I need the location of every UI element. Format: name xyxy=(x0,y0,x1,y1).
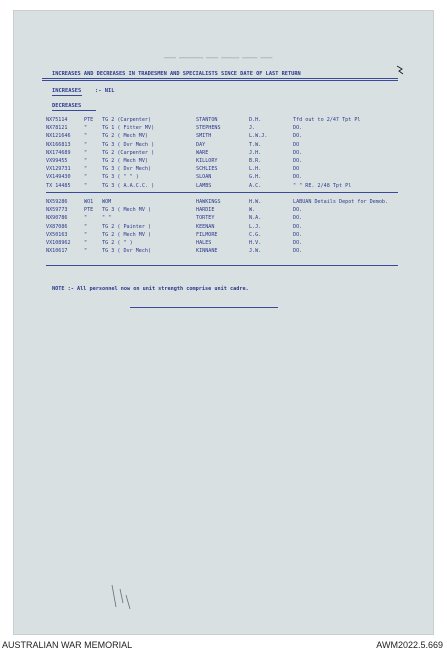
initials-cell: J.H. xyxy=(249,149,262,156)
service-number-cell: NX59286 xyxy=(46,199,68,205)
initials-cell: C.G. xyxy=(249,231,262,238)
surname-cell: HAWKINGS xyxy=(196,199,221,205)
remark-cell: DO. xyxy=(293,207,303,214)
initials-cell: G.H. xyxy=(249,174,262,181)
document-title: INCREASES AND DECREASES IN TRADESMEN AND SPECIALISTS SINCE DATE OF LAST RETURN xyxy=(52,71,301,77)
service-number-cell: VX129731 xyxy=(46,166,71,173)
pencil-scribble-icon xyxy=(108,583,138,611)
rank-cell: PTE xyxy=(84,117,94,123)
initials-cell: J. xyxy=(249,125,256,132)
service-number-cell: NX174689 xyxy=(46,149,71,156)
trade-group-cell: TG 2 ( Painter ) xyxy=(102,223,152,230)
trade-group-cell: TG 3 ( Dvr Mech) xyxy=(102,248,152,255)
remark-cell: LABUAN Details Depot for Demob. xyxy=(293,199,389,205)
surname-cell: SMITH xyxy=(196,133,212,140)
bleed-through-text: ▬▬▬▬ ▬▬▬▬▬▬▬▬ ▬▬▬▬ ▬▬▬▬▬▬ ▬▬▬▬▬ ▬▬▬▬ xyxy=(164,55,273,61)
initials-cell: H.W. xyxy=(249,199,262,205)
remark-cell: DO. xyxy=(293,149,303,156)
remark-cell: Tfd out to 2/47 Tpt Pl xyxy=(293,117,361,123)
surname-cell: STANTON xyxy=(196,117,218,123)
table-row xyxy=(46,117,396,124)
signature-line xyxy=(130,307,278,308)
trade-group-cell: WOM xyxy=(102,199,112,205)
surname-cell: LAMBS xyxy=(196,182,212,189)
table-row xyxy=(46,142,396,149)
pencil-mark-icon xyxy=(396,65,404,75)
rank-cell: " xyxy=(84,182,88,189)
table-row xyxy=(46,150,396,157)
initials-cell: H.V. xyxy=(249,240,262,246)
trade-group-cell: TG 2 ( Mech MV) xyxy=(102,158,149,164)
group2-end-rule xyxy=(46,265,398,266)
surname-cell: STEPHENS xyxy=(196,125,221,132)
initials-cell: J.W. xyxy=(249,248,262,255)
service-number-cell: NX78121 xyxy=(46,125,68,132)
initials-cell: T.W. xyxy=(249,141,262,148)
trade-group-cell: TG 3 ( Dvr Mech ) xyxy=(102,141,155,148)
remark-cell: DO. xyxy=(293,215,303,222)
initials-cell: L.H. xyxy=(249,166,262,173)
remark-cell: DO. xyxy=(293,248,303,255)
service-number-cell: VX108962 xyxy=(46,240,71,246)
initials-cell: L.J. xyxy=(249,223,262,230)
remark-cell: DO. xyxy=(293,174,303,181)
table-row xyxy=(46,183,396,190)
rank-cell: " xyxy=(84,223,88,230)
remark-cell: DO xyxy=(293,141,300,148)
rank-cell: " xyxy=(84,240,88,246)
service-number-cell: VX149430 xyxy=(46,174,71,181)
table-row xyxy=(46,207,396,214)
decreases-label: DECREASES xyxy=(52,103,82,109)
remark-cell: DO xyxy=(293,166,300,173)
increases-underline xyxy=(52,95,82,96)
rank-cell: " xyxy=(84,141,88,148)
trade-group-cell: TG 3 ( Mech MV ) xyxy=(102,207,152,214)
remark-cell: DO. xyxy=(293,158,303,164)
rank-cell: " xyxy=(84,174,88,181)
service-number-cell: NX90786 xyxy=(46,215,68,222)
surname-cell: DAY xyxy=(196,141,206,148)
surname-cell: FILMORE xyxy=(196,231,218,238)
remark-cell: DO. xyxy=(293,231,303,238)
table-row xyxy=(46,133,396,140)
rank-cell: " xyxy=(84,166,88,173)
table-row xyxy=(46,166,396,173)
initials-cell: N.A. xyxy=(249,215,262,222)
decreases-underline xyxy=(52,110,96,111)
table-row xyxy=(46,174,396,181)
table-row xyxy=(46,240,396,247)
note-text: NOTE :- All personnel now on unit strength comprise unit cadre. xyxy=(52,286,249,292)
title-bottom-rule xyxy=(42,80,398,81)
remark-cell: DO. xyxy=(293,223,303,230)
increases-value: :- NIL xyxy=(95,88,115,94)
service-number-cell: VX99455 xyxy=(46,158,68,164)
trade-group-cell: TG 2 ( " ) xyxy=(102,240,133,246)
table-row xyxy=(46,125,396,132)
table-row xyxy=(46,199,396,206)
trade-group-cell: TG 2 (Carpenter ) xyxy=(102,149,155,156)
rank-cell: " xyxy=(84,158,88,164)
trade-group-cell: TG 3 ( " " ) xyxy=(102,174,139,181)
rank-cell: " xyxy=(84,248,88,255)
table-row xyxy=(46,215,396,222)
trade-group-cell: " " xyxy=(102,215,112,222)
initials-cell: D.H. xyxy=(249,117,262,123)
remark-cell: DO. xyxy=(293,133,303,140)
initials-cell: W. xyxy=(249,207,256,214)
service-number-cell: NX75114 xyxy=(46,117,68,123)
surname-cell: KILLORY xyxy=(196,158,218,164)
initials-cell: L.W.J. xyxy=(249,133,268,140)
initials-cell: B.R. xyxy=(249,158,262,164)
rank-cell: " xyxy=(84,231,88,238)
service-number-cell: TX 14485 xyxy=(46,182,71,189)
surname-cell: TORTEY xyxy=(196,215,215,222)
surname-cell: KEENAN xyxy=(196,223,215,230)
surname-cell: HALES xyxy=(196,240,212,246)
trade-group-cell: TG 2 ( Mech MV ) xyxy=(102,231,152,238)
service-number-cell: NX59773 xyxy=(46,207,68,214)
rank-cell: " xyxy=(84,125,88,132)
remark-cell: DO. xyxy=(293,240,303,246)
initials-cell: A.C. xyxy=(249,182,262,189)
rank-cell: " xyxy=(84,215,88,222)
surname-cell: KINNANE xyxy=(196,248,218,255)
rank-cell: " xyxy=(84,149,88,156)
surname-cell: SCHLIES xyxy=(196,166,218,173)
table-row xyxy=(46,232,396,239)
trade-group-cell: TG 2 (Carpenter) xyxy=(102,117,152,123)
trade-group-cell: TG 3 ( Dvr Mech) xyxy=(102,166,152,173)
table-row xyxy=(46,158,396,165)
group-divider xyxy=(46,192,398,193)
remark-cell: DO. xyxy=(293,125,303,132)
footer-institution: AUSTRALIAN WAR MEMORIAL xyxy=(2,640,133,650)
increases-label: INCREASES xyxy=(52,88,82,94)
rank-cell: " xyxy=(84,133,88,140)
surname-cell: WARE xyxy=(196,149,209,156)
table-row xyxy=(46,248,396,255)
service-number-cell: NX10617 xyxy=(46,248,68,255)
service-number-cell: VX50163 xyxy=(46,231,68,238)
trade-group-cell: TG 3 ( A.A.C.C. ) xyxy=(102,182,155,189)
service-number-cell: NX166813 xyxy=(46,141,71,148)
surname-cell: HARDIE xyxy=(196,207,215,214)
title-top-rule xyxy=(42,78,398,79)
surname-cell: SLOAN xyxy=(196,174,212,181)
trade-group-cell: TG 1 ( Fitter MV) xyxy=(102,125,155,132)
footer-accession: AWM2022.5.669 xyxy=(376,640,443,650)
table-row xyxy=(46,224,396,231)
remark-cell: " " RE. 2/48 Tpt Pl xyxy=(293,182,352,189)
service-number-cell: NX121646 xyxy=(46,133,71,140)
rank-cell: PTE xyxy=(84,207,94,214)
rank-cell: WO1 xyxy=(84,199,94,205)
service-number-cell: VX87086 xyxy=(46,223,68,230)
trade-group-cell: TG 2 ( Mech MV) xyxy=(102,133,149,140)
